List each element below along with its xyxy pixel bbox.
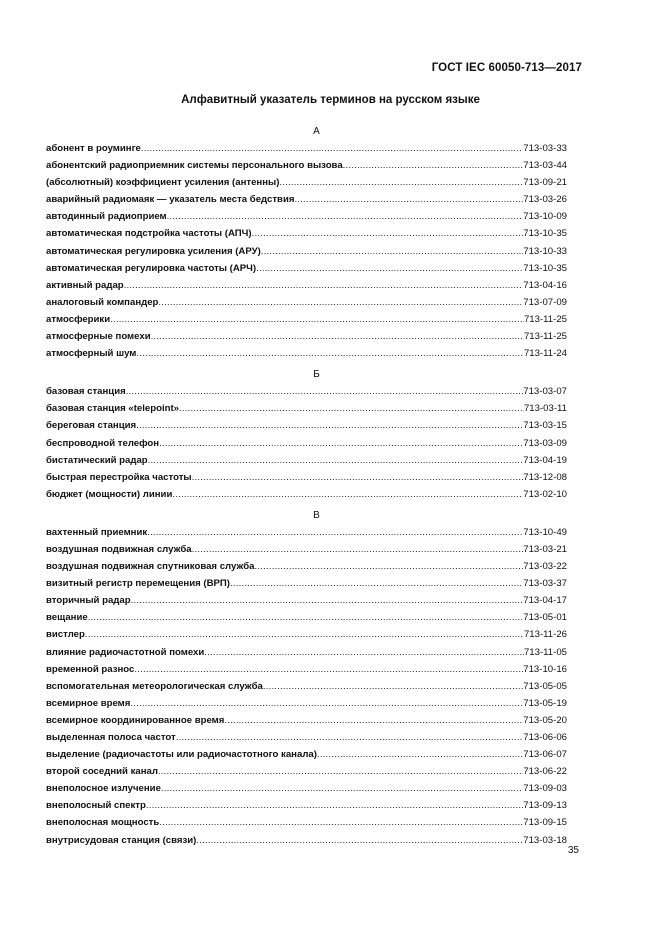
- dot-leader: [148, 452, 524, 469]
- dot-leader: [192, 541, 524, 558]
- entry-term: бюджет (мощности) линии: [46, 488, 173, 500]
- index-entry: [46, 609, 567, 626]
- index-entry: [46, 712, 567, 729]
- index-entry: [46, 832, 567, 849]
- dot-leader: [134, 661, 523, 678]
- section-letter: В: [313, 509, 320, 521]
- dot-leader: [136, 345, 524, 362]
- index-entry: [46, 328, 567, 345]
- dot-leader: [176, 729, 524, 746]
- entry-code: 713-09-15: [523, 817, 567, 829]
- index-entry: [46, 400, 567, 417]
- entry-term: внеполосная мощность: [46, 817, 160, 829]
- entry-code: 713-09-03: [523, 783, 567, 795]
- dot-leader: [317, 746, 523, 763]
- index-entry: [46, 524, 567, 541]
- entry-term: атмосферики: [46, 313, 111, 325]
- index-entry: [46, 311, 567, 328]
- index-entry: [46, 417, 567, 434]
- alphabetical-index: [46, 124, 567, 849]
- entry-code: 713-10-16: [523, 663, 567, 675]
- entry-term: (абсолютный) коэффициент усиления (антенны): [46, 177, 280, 189]
- index-entry: [46, 174, 567, 191]
- dot-leader: [124, 277, 524, 294]
- dot-leader: [147, 524, 523, 541]
- index-entry: [46, 797, 567, 814]
- dot-leader: [279, 174, 523, 191]
- dot-leader: [131, 592, 524, 609]
- entry-term: автоматическая регулировка частоты (АРЧ): [46, 262, 257, 274]
- index-entry: [46, 644, 567, 661]
- dot-leader: [126, 383, 524, 400]
- index-title: Алфавитный указатель терминов на русском языке: [181, 94, 480, 106]
- entry-term: воздушная подвижная служба: [46, 543, 192, 555]
- dot-leader: [263, 678, 523, 695]
- index-entry: [46, 486, 567, 503]
- entry-code: 713-02-10: [523, 488, 567, 500]
- index-entry: [46, 383, 567, 400]
- index-entry: [46, 558, 567, 575]
- index-entry: [46, 452, 567, 469]
- entry-code: 713-03-09: [523, 437, 567, 449]
- index-entry: [46, 763, 567, 780]
- dot-leader: [179, 400, 524, 417]
- entry-term: внутрисудовая станция (связи): [46, 834, 197, 846]
- entry-code: 713-11-26: [523, 629, 567, 641]
- dot-leader: [158, 763, 523, 780]
- index-entry: [46, 626, 567, 643]
- entry-term: всемирное время: [46, 697, 131, 709]
- entry-code: 713-04-17: [523, 595, 567, 607]
- index-entry: [46, 260, 567, 277]
- entry-code: 713-03-26: [523, 194, 567, 206]
- dot-leader: [167, 208, 524, 225]
- dot-leader: [343, 157, 524, 174]
- entry-term: временной разнос: [46, 663, 135, 675]
- dot-leader: [161, 780, 523, 797]
- index-entry: [46, 140, 567, 157]
- index-entry: [46, 780, 567, 797]
- section-letter: А: [313, 126, 320, 137]
- index-entry: [46, 814, 567, 831]
- entry-code: 713-10-35: [523, 262, 567, 274]
- index-entry: [46, 746, 567, 763]
- entry-term: воздушная подвижная спутниковая служба: [46, 561, 255, 573]
- entry-code: 713-05-19: [523, 697, 567, 709]
- dot-leader: [294, 191, 523, 208]
- entry-code: 713-09-21: [523, 177, 567, 189]
- index-entry: [46, 575, 567, 592]
- entry-term: абонент в роуминге: [46, 143, 141, 154]
- entry-term: всемирное координированное время: [46, 714, 225, 726]
- index-entry: [46, 541, 567, 558]
- entry-code: 713-05-01: [523, 612, 567, 624]
- dot-leader: [159, 435, 523, 452]
- entry-code: 713-07-09: [523, 296, 567, 308]
- dot-leader: [136, 417, 523, 434]
- entry-code: 713-06-22: [523, 766, 567, 778]
- entry-code: 713-03-37: [523, 578, 567, 590]
- entry-term: второй соседний канал: [46, 766, 158, 778]
- entry-code: 713-03-33: [523, 143, 567, 154]
- entry-term: атмосферный шум: [46, 348, 137, 360]
- entry-term: автоматическая регулировка усиления (АРУ): [46, 245, 261, 257]
- entry-term: влияние радиочастотной помехи: [46, 646, 205, 658]
- entry-term: вахтенный приемник: [46, 526, 148, 538]
- index-entry: [46, 243, 567, 260]
- index-entry: [46, 729, 567, 746]
- entry-code: 713-03-15: [523, 420, 567, 432]
- index-entry: [46, 678, 567, 695]
- entry-term: автодинный радиоприем: [46, 211, 167, 223]
- standard-header: ГОСТ IEC 60050-713—2017: [431, 62, 582, 74]
- entry-term: атмосферные помехи: [46, 331, 151, 343]
- entry-code: 713-11-25: [523, 331, 567, 343]
- entry-code: 713-09-13: [523, 800, 567, 812]
- entry-term: активный радар: [46, 279, 124, 291]
- entry-term: абонентский радиоприемник системы персонального вызова: [46, 160, 343, 172]
- index-entry: [46, 225, 567, 242]
- dot-leader: [261, 243, 523, 260]
- entry-code: 713-06-06: [523, 732, 567, 743]
- index-entry: [46, 208, 567, 225]
- dot-leader: [230, 575, 523, 592]
- entry-term: вспомогательная метеорологическая служба: [46, 680, 263, 692]
- entry-term: визитный регистр перемещения (ВРП): [46, 578, 230, 590]
- dot-leader: [110, 311, 524, 328]
- entry-code: 713-03-11: [523, 403, 567, 415]
- entry-term: вещание: [46, 612, 88, 624]
- entry-term: базовая станция: [46, 386, 126, 398]
- entry-term: аварийный радиомаяк — указатель места бедствия: [46, 194, 295, 206]
- entry-code: 713-11-24: [523, 348, 567, 360]
- dot-leader: [151, 328, 524, 345]
- entry-code: 713-10-09: [523, 211, 567, 223]
- entry-term: береговая станция: [46, 420, 137, 432]
- entry-term: выделенная полоса частот: [46, 732, 176, 743]
- entry-term: аналоговый компандер: [46, 296, 159, 308]
- section-letter: Б: [313, 369, 320, 381]
- dot-leader: [172, 486, 523, 503]
- entry-code: 713-05-20: [523, 714, 567, 726]
- entry-term: бистатический радар: [46, 454, 148, 466]
- entry-code: 713-10-35: [523, 228, 567, 240]
- entry-code: 713-11-25: [523, 313, 567, 325]
- index-entry: [46, 345, 567, 362]
- index-entry: [46, 695, 567, 712]
- dot-leader: [204, 644, 524, 661]
- entry-code: 713-03-22: [523, 561, 567, 573]
- dot-leader: [146, 797, 523, 814]
- entry-code: 713-04-19: [523, 454, 567, 466]
- entry-code: 713-03-07: [523, 386, 567, 398]
- entry-code: 713-03-18: [523, 834, 567, 846]
- dot-leader: [255, 558, 524, 575]
- dot-leader: [85, 626, 524, 643]
- entry-code: 713-10-49: [523, 526, 567, 538]
- entry-term: автоматическая подстройка частоты (АПЧ): [46, 228, 252, 240]
- index-entry: [46, 435, 567, 452]
- index-entry: [46, 157, 567, 174]
- dot-leader: [192, 469, 524, 486]
- index-entry: [46, 661, 567, 678]
- dot-leader: [88, 609, 524, 626]
- index-entry: [46, 191, 567, 208]
- entry-code: 713-03-21: [523, 543, 567, 555]
- entry-term: внеполосное излучение: [46, 783, 161, 795]
- entry-term: быстрая перестройка частоты: [46, 471, 192, 483]
- entry-code: 713-06-07: [523, 749, 567, 761]
- entry-term: беспроводной телефон: [46, 437, 160, 449]
- dot-leader: [196, 832, 523, 849]
- entry-code: 713-04-16: [523, 279, 567, 291]
- entry-term: базовая станция «telepoint»: [46, 403, 180, 415]
- index-entry: [46, 277, 567, 294]
- entry-code: 713-03-44: [523, 160, 567, 172]
- dot-leader: [141, 140, 523, 157]
- entry-term: выделение (радиочастоты или радиочастотного канала): [46, 749, 317, 761]
- page-number: 35: [567, 845, 579, 856]
- index-entry: [46, 469, 567, 486]
- dot-leader: [252, 225, 524, 242]
- dot-leader: [159, 814, 523, 831]
- entry-term: вистлер: [46, 629, 85, 641]
- index-entry: [46, 294, 567, 311]
- entry-term: внеполосный спектр: [46, 800, 146, 812]
- dot-leader: [158, 294, 523, 311]
- entry-code: 713-10-33: [523, 245, 567, 257]
- dot-leader: [256, 260, 523, 277]
- entry-code: 713-11-05: [523, 646, 567, 658]
- dot-leader: [130, 695, 523, 712]
- entry-code: 713-12-08: [523, 471, 567, 483]
- entry-code: 713-05-05: [523, 680, 567, 692]
- dot-leader: [224, 712, 523, 729]
- index-entry: [46, 592, 567, 609]
- entry-term: вторичный радар: [46, 595, 131, 607]
